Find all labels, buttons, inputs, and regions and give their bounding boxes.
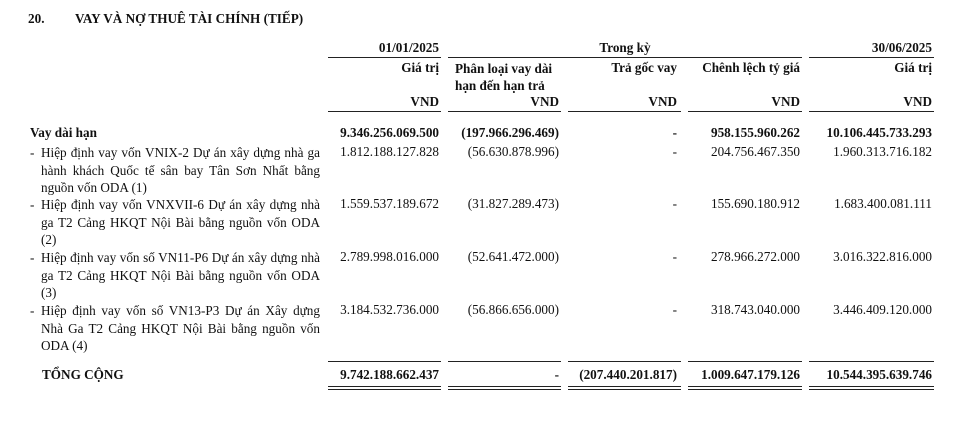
total-rule-top-4 — [688, 361, 802, 362]
unit-2: VND — [530, 94, 559, 109]
total-label: TỔNG CỘNG — [42, 367, 124, 382]
loan-row-1-label — [30, 144, 320, 197]
period-start: 01/01/2025 — [378, 40, 439, 55]
group-fx: 958.155.960.262 — [710, 125, 800, 140]
loan-row-3-label — [30, 249, 320, 302]
loan-row-3-reclass: (52.641.472.000) — [467, 249, 559, 264]
unit-rule-1 — [328, 111, 441, 112]
loan-row-1-fx: 204.756.467.350 — [710, 144, 800, 159]
col-value-start: Giá trị — [401, 60, 439, 75]
loan-row-2-label — [30, 196, 320, 249]
total-rule-bottom-4 — [688, 386, 802, 390]
total-rule-top-2 — [448, 361, 561, 362]
section-number: 20. — [28, 11, 45, 26]
group-value-end: 10.106.445.733.293 — [826, 125, 932, 140]
total-fx: 1.009.647.179.126 — [701, 367, 800, 382]
group-label: Vay dài hạn — [30, 125, 97, 140]
col-fx: Chênh lệch tỷ giá — [702, 60, 800, 75]
unit-rule-4 — [688, 111, 802, 112]
total-reclass: - — [554, 367, 559, 382]
group-principal: - — [672, 125, 677, 140]
row-dash: - — [30, 303, 35, 318]
col-reclass: Phân loại vay dài hạn đến hạn trả — [455, 61, 553, 93]
loan-row-2-value-start: 1.559.537.189.672 — [340, 196, 439, 211]
loan-row-4-value-end: 3.446.409.120.000 — [833, 302, 932, 317]
loan-row-3-value-start: 2.789.998.016.000 — [340, 249, 439, 264]
row-text: Hiệp định vay vốn VNIX-2 Dự án xây dựng nhà ga hành khách Quốc tế sân bay Tân Sơn Nhất bằng nguồn vốn ODA (1) — [41, 145, 320, 195]
row-dash: - — [30, 145, 35, 160]
loan-row-1-reclass: (56.630.878.996) — [467, 144, 559, 159]
total-rule-top-1 — [328, 361, 441, 362]
period-during: Trong kỳ — [599, 40, 651, 55]
unit-rule-2 — [448, 111, 561, 112]
total-principal: (207.440.201.817) — [579, 367, 677, 382]
group-reclass: (197.966.296.469) — [461, 125, 559, 140]
loan-row-3-fx: 278.966.272.000 — [710, 249, 800, 264]
loan-row-1-value-end: 1.960.313.716.182 — [833, 144, 932, 159]
period-end: 30/06/2025 — [871, 40, 932, 55]
total-rule-top-5 — [809, 361, 934, 362]
row-text: Hiệp định vay vốn số VN11-P6 Dự án xây dựng nhà ga T2 Cảng HKQT Nội Bài bằng nguồn vốn ODA (3) — [41, 250, 320, 300]
loan-row-4-value-start: 3.184.532.736.000 — [340, 302, 439, 317]
unit-4: VND — [771, 94, 800, 109]
loan-row-1-principal: - — [672, 144, 677, 159]
col-value-end: Giá trị — [894, 60, 932, 75]
unit-rule-5 — [809, 111, 934, 112]
col-principal: Trả gốc vay — [611, 60, 677, 75]
loan-row-3-principal: - — [672, 249, 677, 264]
loan-row-2-fx: 155.690.180.912 — [710, 196, 800, 211]
total-rule-bottom-2 — [448, 386, 561, 390]
loan-row-2-value-end: 1.683.400.081.111 — [834, 196, 932, 211]
unit-rule-3 — [568, 111, 681, 112]
total-value-end: 10.544.395.639.746 — [826, 367, 932, 382]
section-title: VAY VÀ NỢ THUÊ TÀI CHÍNH (TIẾP) — [75, 11, 304, 26]
row-text: Hiệp định vay vốn số VN13-P3 Dự án Xây dựng Nhà Ga T2 Cảng HKQT Nội Bài bằng nguồn vốn ODA (4) — [41, 303, 320, 353]
loan-row-4-principal: - — [672, 302, 677, 317]
loan-row-4-label — [30, 302, 320, 355]
loan-row-4-reclass: (56.866.656.000) — [467, 302, 559, 317]
row-text: Hiệp định vay vốn VNXVII-6 Dự án xây dựng nhà ga T2 Cảng HKQT Nội Bài bằng nguồn vốn ODA (2) — [41, 197, 320, 247]
unit-1: VND — [410, 94, 439, 109]
row-dash: - — [30, 197, 35, 212]
rule-end — [809, 57, 934, 58]
loan-row-2-principal: - — [672, 196, 677, 211]
rule-during — [448, 57, 802, 58]
rule-start — [328, 57, 441, 58]
total-rule-bottom-5 — [809, 386, 934, 390]
total-value-start: 9.742.188.662.437 — [340, 367, 439, 382]
loan-row-4-fx: 318.743.040.000 — [710, 302, 800, 317]
loan-row-1-value-start: 1.812.188.127.828 — [340, 144, 439, 159]
row-dash: - — [30, 250, 35, 265]
loan-row-2-reclass: (31.827.289.473) — [467, 196, 559, 211]
total-rule-bottom-1 — [328, 386, 441, 390]
total-rule-top-3 — [568, 361, 681, 362]
unit-5: VND — [903, 94, 932, 109]
total-rule-bottom-3 — [568, 386, 681, 390]
loan-row-3-value-end: 3.016.322.816.000 — [833, 249, 932, 264]
group-value-start: 9.346.256.069.500 — [340, 125, 439, 140]
unit-3: VND — [648, 94, 677, 109]
